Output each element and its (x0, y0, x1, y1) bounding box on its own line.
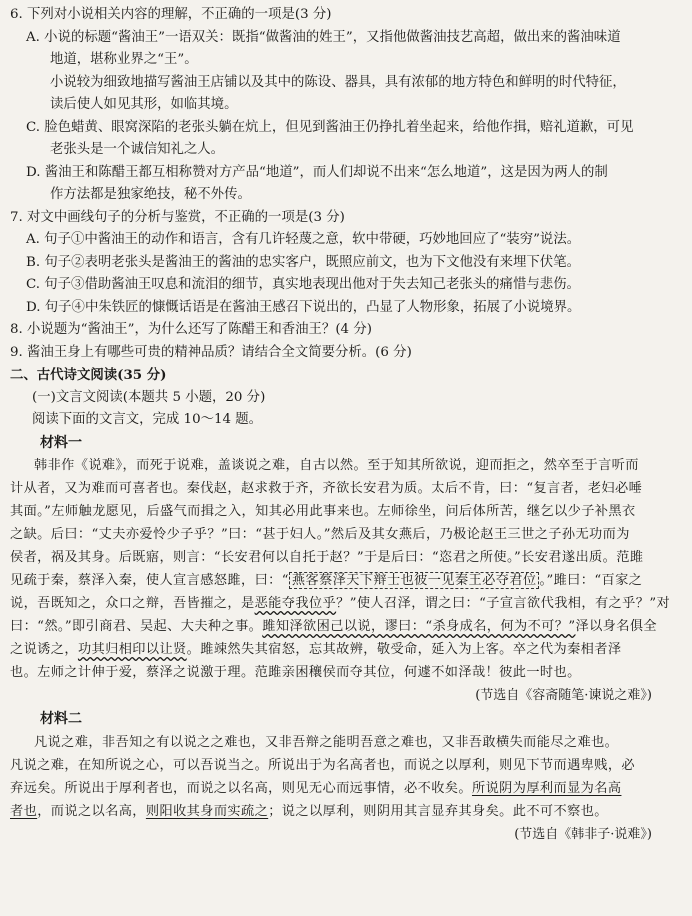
section-2-title: 二、古代诗文阅读(35 分) (10, 367, 167, 383)
text-run: 弃远矣。所说出于厚利者也，而说之以名高，则见无心而远事情，必不收矣。 (10, 780, 472, 796)
underlined-sentence: 则阳收其身而实疏之 (145, 803, 269, 819)
section-2-instruction: 阅读下面的文言文，完成 10～14 题。 (32, 412, 263, 427)
material-1-source: (节选自《容斋随笔·谏说之难》) (475, 688, 652, 703)
material-1-line (10, 592, 670, 615)
underlined-sentence: 者也 (10, 803, 38, 819)
text-run: 之说诱之， (10, 642, 78, 657)
q6-option-b: 小说较为细致地描写酱油王店铺以及其中的陈设、器具，具有浓郁的地方特色和鲜明的时代特征， (50, 74, 626, 90)
text-run: 见疏于秦，蔡泽入秦，使人宣言感怒雎，曰：“ (10, 573, 289, 588)
text-run: ；说之以厚利，则阴用其言显弃其身矣。此不可不察也。 (268, 803, 608, 819)
material-1-line: 计从者，又为难而可喜者也。秦伐赵，赵求救于齐，齐欲长安君为质。太后不肯，曰：“复言者，老妇必唾 (10, 481, 643, 496)
q6-option-a-cont: 地道，堪称业界之“王”。 (50, 52, 198, 67)
material-1-line: 其面。”左师触龙愿见，后盛气而揖之入，知其必用此事来也。左师徐坐，问后体所苦，继乞以少子补黑衣 (10, 504, 636, 519)
text-run: ，而说之以名高， (37, 803, 146, 819)
material-2-line (10, 800, 670, 823)
section-2-subtitle: (一)文言文阅读(本题共 5 小题，20 分) (32, 389, 266, 405)
wavy-underlined-text: 雎知泽欲困己以说，谬曰：“杀身成名，何为不可？” (262, 619, 576, 634)
q6-option-a: A. 小说的标题“酱油王”一语双关：既指“做酱油的姓王”，又指他做酱油技艺高超，做出来的酱油味道 (26, 29, 621, 45)
material-1-line: 韩非作《说难》，而死于说难，盖谈说之难，自古以然。至于知其所欲说，迎而拒之，然卒至于言听而 (34, 458, 639, 473)
question-9: 9. 酱油王身上有哪些可贵的精神品质？请结合全文简要分析。(6 分) (10, 344, 412, 360)
material-1-line (10, 638, 670, 661)
q6-option-c-cont: 老张头是一个诚信知礼之人。 (50, 142, 225, 157)
text-run: 曰：“然。”即引商君、吴起、大夫种之事。 (10, 619, 263, 634)
material-1-line (10, 615, 670, 638)
question-7-stem: 7. 对文中画线句子的分析与鉴赏，不正确的一项是(3 分) (10, 209, 345, 225)
material-1-line: 之缺。后曰：“丈夫亦爱怜少子乎？”曰：“甚于妇人。”然后及其女燕后，乃极论赵王三世之子孙无功而为 (10, 527, 630, 542)
material-1-label: 材料一 (40, 434, 82, 451)
material-2-line (10, 777, 670, 800)
material-1-line: 也。左师之计伸于爱，蔡泽之说激于理。范雎亲困穰侯而夺其位，何遽不如泽哉！彼此一时也。 (10, 665, 581, 680)
material-1-line: 侯者，祸及其身。后既寤，则言：“长安君何以自托于赵？”于是后曰：“恣君之所使。”长安君遂出质。范雎 (10, 550, 644, 565)
text-run: ？”使人召泽，谓之曰：“子宣言欲代我相，有之乎？”对 (336, 596, 670, 611)
material-2-line: 凡说之难，在知所说之心，可以吾说当之。所说出于为名高者也，而说之以厚利，则见下节而遇卑贱，必 (10, 757, 636, 773)
underlined-sentence: 所说阴为厚利而显为名高 (471, 780, 622, 796)
q6-option-d-cont: 作方法都是独家绝技，秘不外传。 (50, 187, 251, 202)
text-run: 。”雎曰：“百家之 (539, 573, 643, 588)
q7-option-a: A. 句子①中酱油王的动作和语言，含有几许轻蔑之意，软中带硬，巧妙地回应了“装穷”说法。 (26, 232, 581, 247)
q7-option-b: B. 句子②表明老张头是酱油王的酱油的忠实客户，既照应前文，也为下文他没有来埋下伏笔。 (26, 254, 580, 270)
material-2-line: 凡说之难，非吾知之有以说之之难也，又非吾辩之能明吾意之难也，又非吾敢横失而能尽之难也。 (34, 734, 619, 750)
text-run: 说，吾既知之，众口之辩，吾皆摧之，是 (10, 596, 255, 611)
boxed-sentence: 燕客蔡泽天下辩士也彼一见秦王必夺君位 (289, 572, 540, 589)
material-2-source: (节选自《韩非子·说难》) (514, 826, 652, 842)
question-6-stem: 6. 下列对小说相关内容的理解，不正确的一项是(3 分) (10, 7, 332, 22)
wavy-underlined-text: 功其归相印以让贤 (77, 642, 187, 657)
q7-option-c: C. 句子③借助酱油王叹息和流泪的细节，真实地表现出他对于失去知己老张头的痛惜与悲伤。 (26, 277, 580, 292)
material-2-label: 材料二 (40, 711, 82, 727)
text-run: 泽以身名俱全 (575, 619, 658, 634)
question-8: 8. 小说题为“酱油王”，为什么还写了陈醋王和香油王？(4 分) (10, 322, 372, 337)
q6-option-d: D. 酱油王和陈醋王都互相称赞对方产品“地道”，而人们却说不出来“怎么地道”，这是因为两人的制 (26, 164, 608, 180)
wavy-underlined-text: 恶能夺我位乎 (254, 596, 337, 611)
text-run: 。雎竦然失其宿怒，忘其故辨，敬受命，延入为上客。卒之代为秦相者泽 (186, 642, 622, 657)
q6-option-c: C. 脸色蜡黄、眼窝深陷的老张头躺在炕上，但见到酱油王仍挣扎着坐起来，给他作揖，赔礼道歉，可见 (26, 119, 634, 135)
q6-option-b-cont: 读后使人如见其形，如临其境。 (50, 97, 238, 112)
q7-option-d: D. 句子④中朱铁匠的慷慨话语是在酱油王感召下说出的，凸显了人物形象，拓展了小说境界。 (26, 299, 581, 315)
material-1-line (10, 569, 670, 592)
